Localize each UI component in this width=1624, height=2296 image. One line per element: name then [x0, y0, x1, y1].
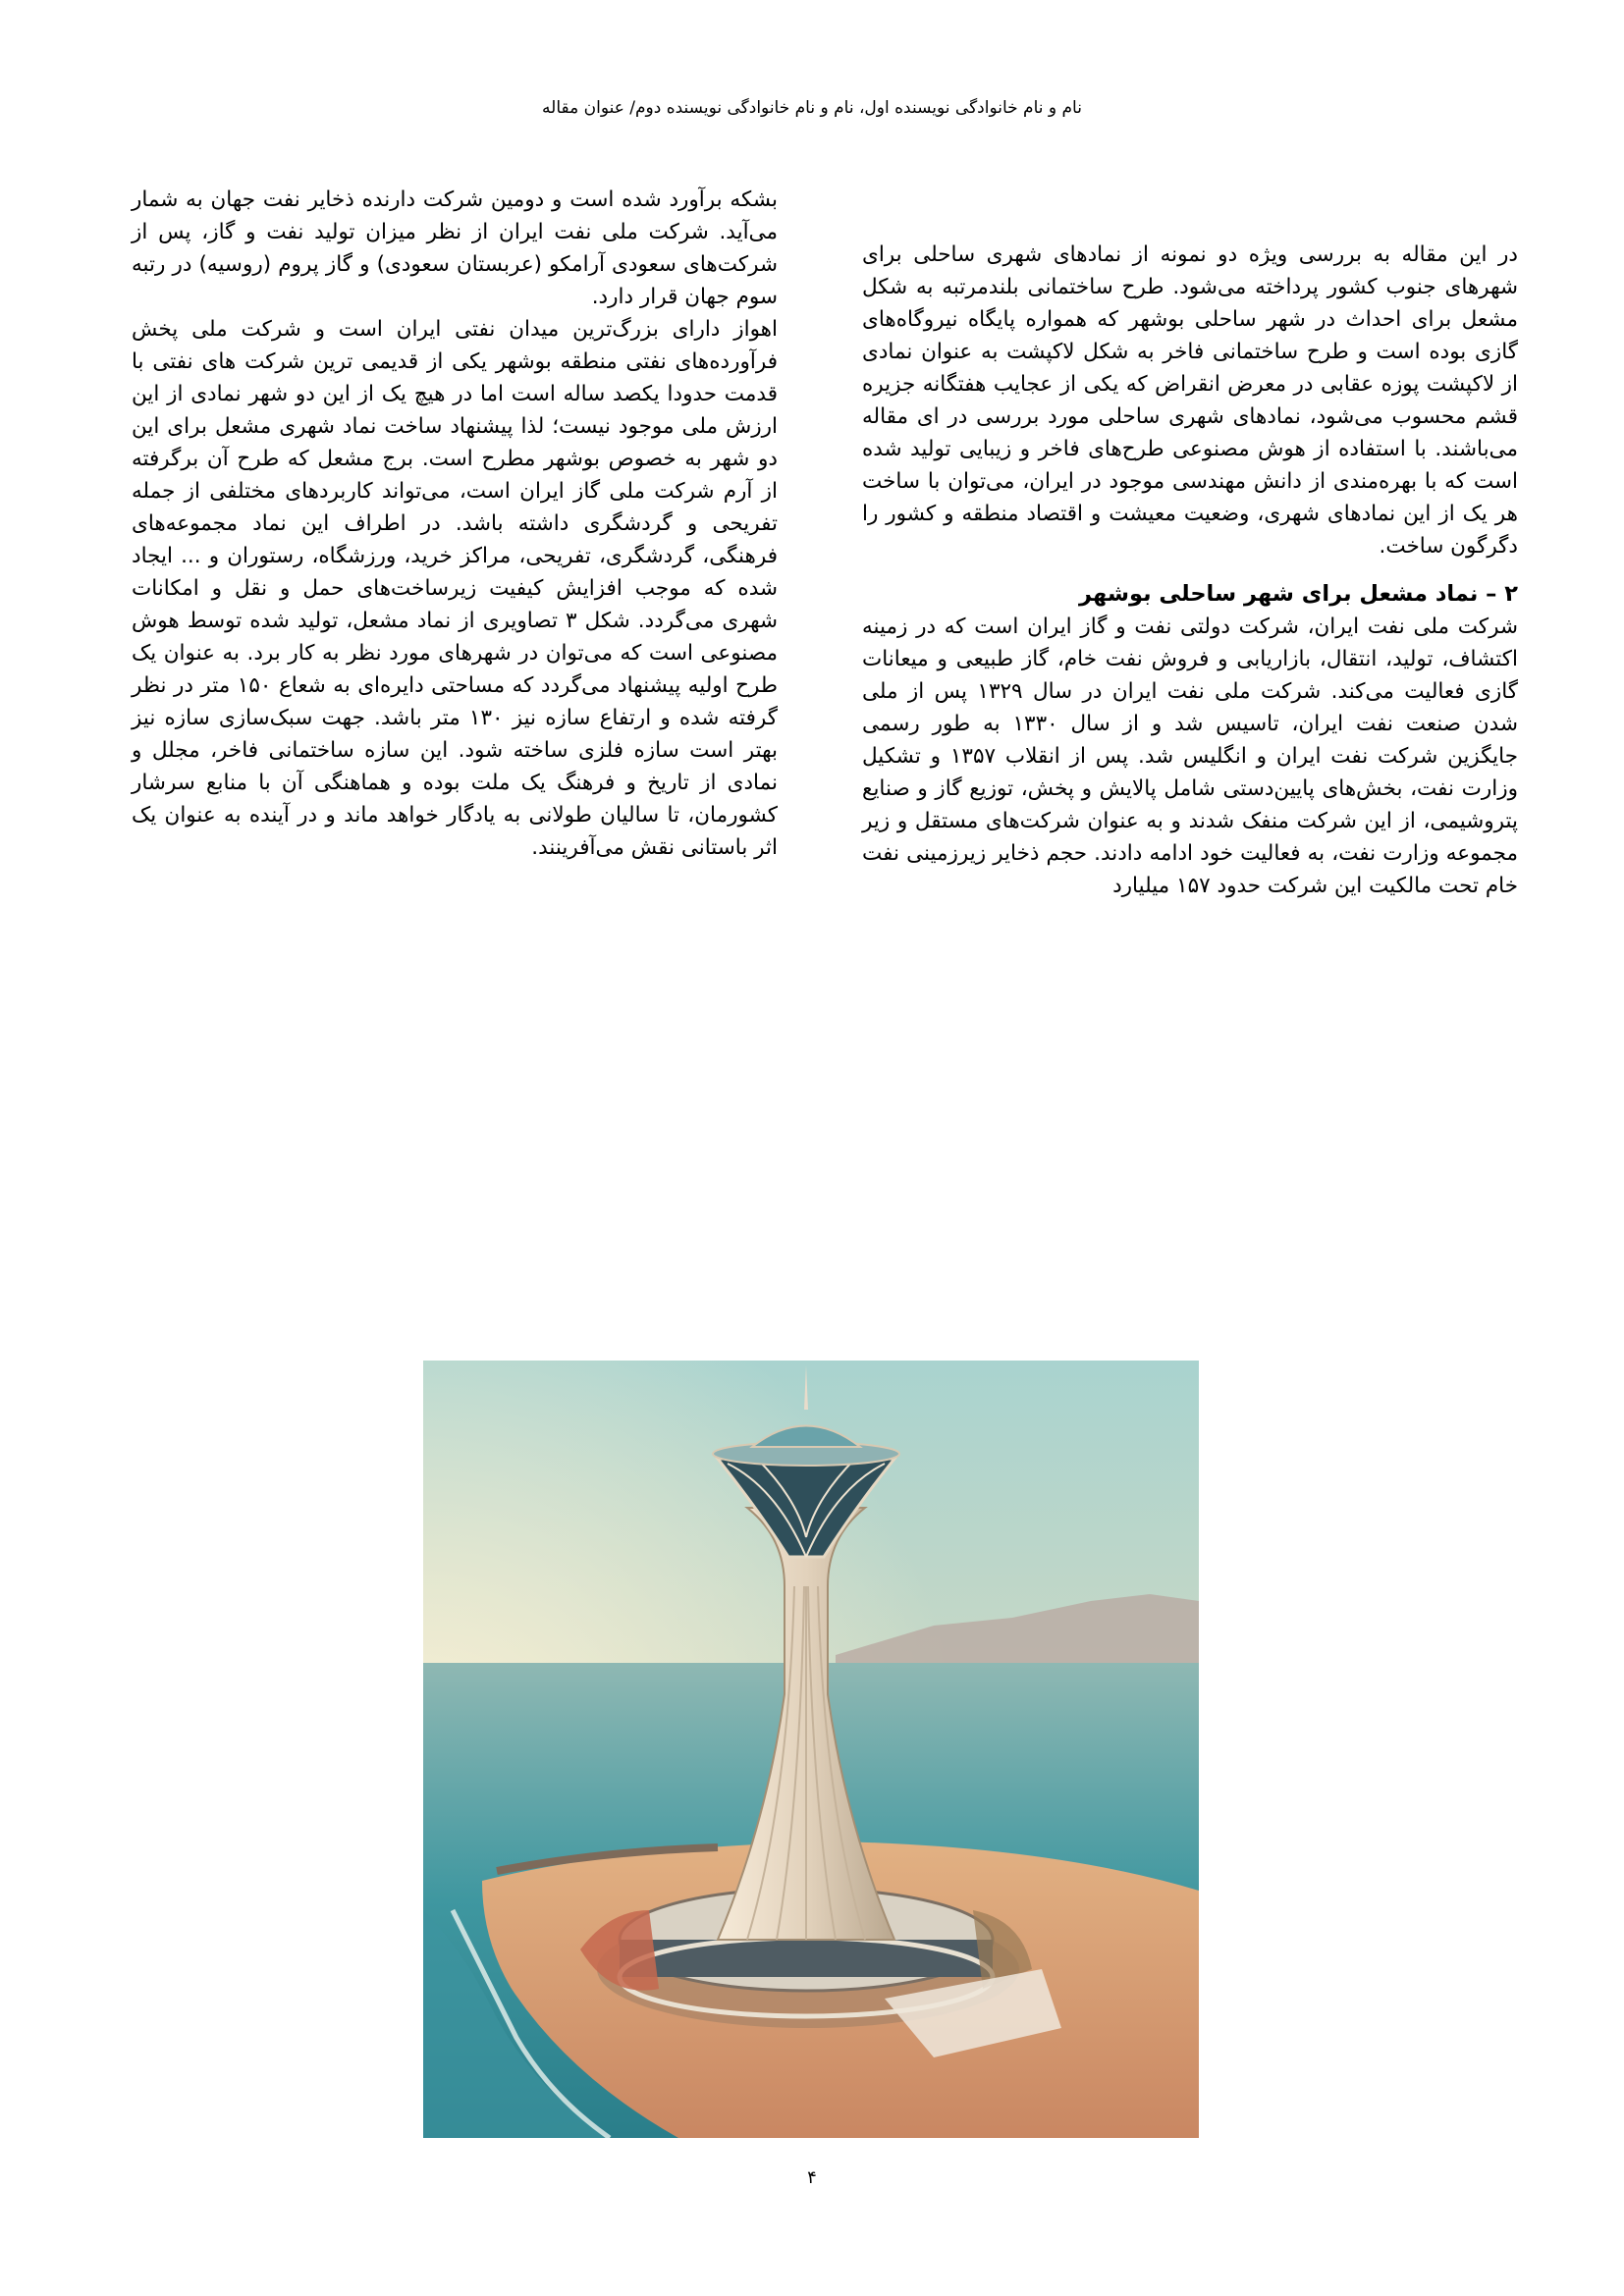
section-paragraph: شرکت ملی نفت ایران، شرکت دولتی نفت و گاز ایران است که در زمینه اکتشاف، تولید، انتقال، بازاریابی و فروش نفت خام، گاز طبیعی و میعانات گازی فعالیت می‌کند. شرکت ملی نفت ایران در سال ۱۳۲۹ پس از ملی شدن صنعت نفت ایران، تاسیس شد و از سال ۱۳۳۰ به طور رسمی جایگزین شرکت نفت ایران و انگلیس شد. پس از انقلاب ۱۳۵۷ و تشکیل وزارت نفت، بخش‌های پایین‌دستی شامل پالایش و پخش، توزیع گاز و صنایع پتروشیمی، از این شرکت منفک شدند و به عنوان شرکت‌های مستقل و زیر مجموعه وزارت نفت، به فعالیت خود ادامه دادند. حجم ذخایر زیرزمینی نفت خام تحت مالکیت این شرکت حدود ۱۵۷ میلیارد	[862, 614, 1518, 898]
right-column	[862, 239, 1518, 902]
intro-paragraph: در این مقاله به بررسی ویژه دو نمونه از نمادهای شهری ساحلی برای شهرهای جنوب کشور پرداخته می‌شود. طرح ساختمانی بلندمرتبه به شکل مشعل برای احداث در شهر ساحلی بوشهر که همواره پایگاه نیروگاه‌های گازی بوده است و طرح ساختمانی فاخر به شکل لاکپشت به عنوان نمادی از لاکپشت پوزه عقابی در معرض انقراض که یکی از عجایب هفتگانه جزیره قشم محسوب می‌شود، نمادهای شهری ساحلی مورد بررسی در ای مقاله می‌باشند. با استفاده از هوش مصنوعی طرح‌های فاخر و زیبایی تولید شده است که با بهره‌مندی از دانش مهندسی موجود در ایران، می‌توان با ساخت هر یک از این نمادهای شهری، وضعیت معیشت و اقتصاد منطقه و کشور را دگرگون ساخت.	[862, 242, 1518, 559]
running-header	[0, 98, 1624, 118]
left-column	[132, 184, 778, 864]
paragraph-2: اهواز دارای بزرگ‌ترین میدان نفتی ایران است و شرکت ملی پخش فرآورده‌های نفتی منطقه بوشهر یکی از قدیمی ترین شرکت های نفتی با قدمت حدودا یکصد ساله است اما در هیچ یک از این دو شهر نمادی از این ارزش ملی موجود نیست؛ لذا پیشنهاد ساخت نماد شهری مشعل برای این دو شهر به خصوص بوشهر مطرح است. برج مشعل که طرح آن برگرفته از آرم شرکت ملی گاز ایران است، می‌تواند کاربردهای مختلفی از جمله تفریحی و گردشگری داشته باشد. در اطراف این نماد مجموعه‌های فرهنگی، گردشگری، تفریحی، مراکز خرید، ورزشگاه، رستوران و ... ایجاد شده که موجب افزایش کیفیت زیرساخت‌های حمل و نقل و امکانات شهری می‌گردد. شکل ۳ تصاویری از نماد مشعل، تولید شده توسط هوش مصنوعی است که می‌توان در شهرهای مورد نظر به کار برد. به عنوان یک طرح اولیه پیشنهاد می‌گردد که مساحتی دایره‌ای به شعاع ۱۵۰ متر در نظر گرفته شده و ارتفاع سازه نیز ۱۳۰ متر باشد. جهت سبک‌سازی سازه نیز بهتر است سازه فلزی ساخته شود. این سازه ساختمانی فاخر، مجلل و نمادی از تاریخ و فرهنگ یک ملت بوده و هماهنگی آن با منابع سرشار کشورمان، تا سالیان طولانی به یادگار خواهد ماند و در آینده به عنوان یک اثر باستانی نقش می‌آفرینند.	[132, 317, 778, 860]
torch-tower-illustration	[423, 1361, 1199, 2138]
running-title: نام و نام خانوادگی نویسنده اول، نام و نام خانوادگی نویسنده دوم/ عنوان مقاله	[542, 98, 1082, 118]
page-number: ۴	[807, 2167, 817, 2188]
base-glass	[620, 1940, 993, 1977]
figure-torch-tower	[423, 1361, 1199, 2138]
paragraph-1: بشکه برآورد شده است و دومین شرکت دارنده ذخایر نفت جهان به شمار می‌آید. شرکت ملی نفت ایران از نظر میزان تولید نفت و گاز، پس از شرکت‌های سعودی آرامکو (عربستان سعودی) و گاز پروم (روسیه) در رتبه سوم جهان قرار دارد.	[132, 187, 778, 309]
section-heading: ۲ – نماد مشعل برای شهر ساحلی بوشهر	[1079, 581, 1518, 607]
